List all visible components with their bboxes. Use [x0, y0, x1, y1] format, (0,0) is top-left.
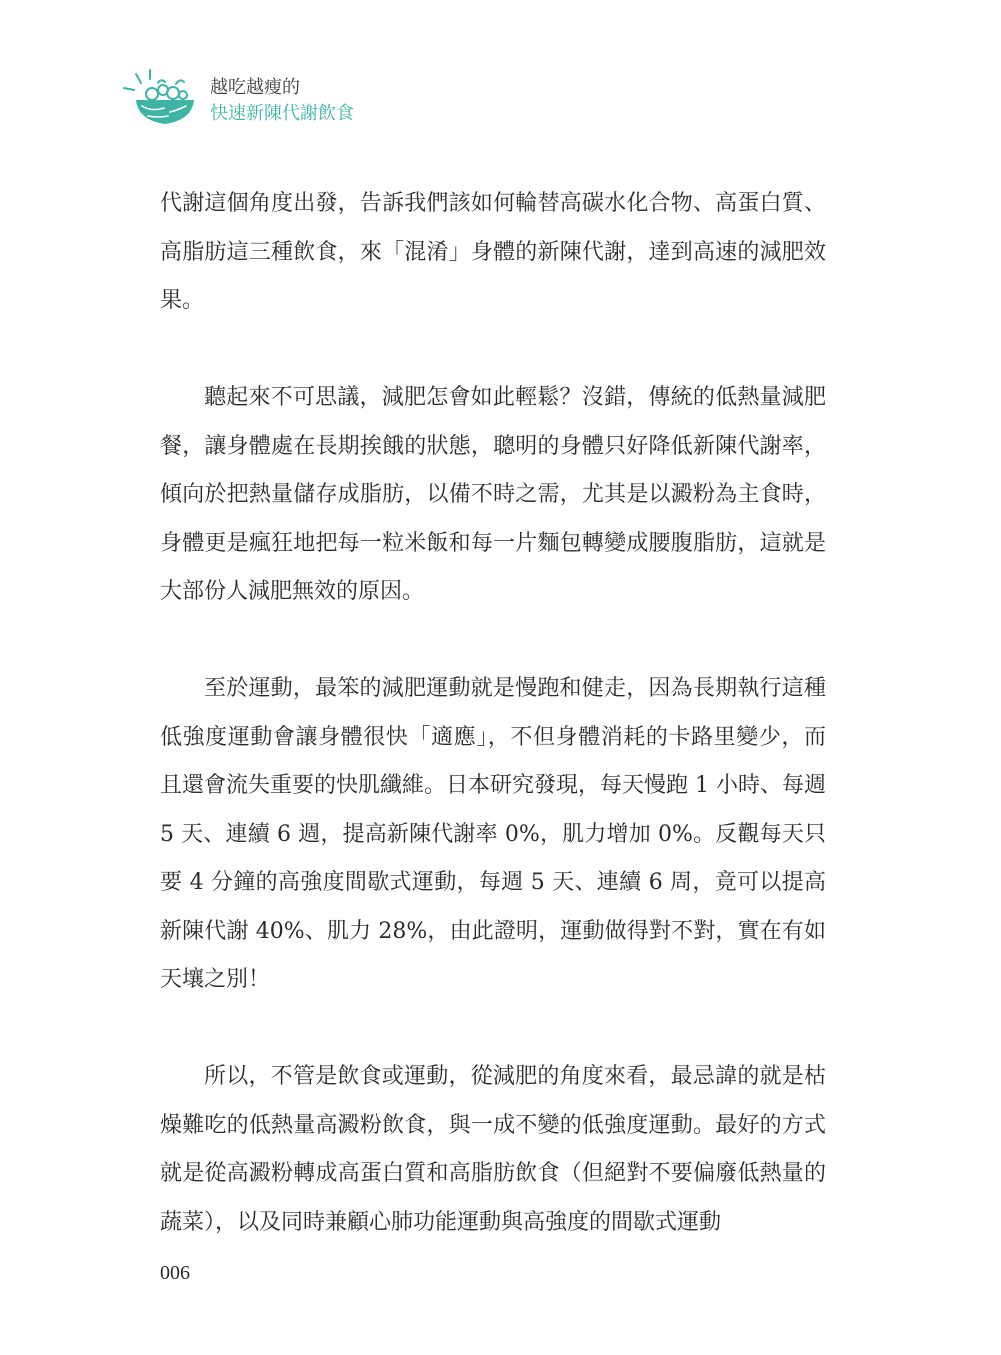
page-number: 006	[160, 1262, 190, 1284]
salad-bowl-icon	[118, 68, 208, 130]
paragraph-3: 至於運動，最笨的減肥運動就是慢跑和健走，因為長期執行這種低強度運動會讓身體很快「適應」，不但身體消耗的卡路里變少，而且還會流失重要的快肌纖維。日本研究發現，每天慢跑 1 小時、每週 5 天、連續 6 週，提高新陳代謝率 0%，肌力增加 0%。反觀每天只要 4 分鐘的高強度間歇式運動，每週 5 天、連續 6 周，竟可以提高新陳代謝 40%、肌力 28%，由此證明，運動做得對不對，實在有如天壤之別！	[160, 676, 826, 992]
paragraph-4: 所以，不管是飲食或運動，從減肥的角度來看，最忌諱的就是枯燥難吃的低熱量高澱粉飲食，與一成不變的低強度運動。最好的方式就是從高澱粉轉成高蛋白質和高脂肪飲食（但絕對不要偏廢低熱量的蔬菜），以及同時兼顧心肺功能運動與高強度的間歇式運動	[160, 1064, 826, 1235]
book-title-line1: 越吃越瘦的	[210, 77, 300, 98]
running-header	[118, 68, 518, 138]
paragraph-1: 代謝這個角度出發，告訴我們該如何輪替高碳水化合物、高蛋白質、高脂肪這三種飲食，來「混淆」身體的新陳代謝，達到高速的減肥效果。	[160, 191, 826, 313]
body-text	[160, 180, 826, 1247]
paragraph-2: 聽起來不可思議，減肥怎會如此輕鬆？沒錯，傳統的低熱量減肥餐，讓身體處在長期挨餓的狀態，聰明的身體只好降低新陳代謝率，傾向於把熱量儲存成脂肪，以備不時之需，尤其是以澱粉為主食時，身體更是瘋狂地把每一粒米飯和每一片麵包轉變成腰腹脂肪，這就是大部份人減肥無效的原因。	[160, 385, 826, 604]
book-title-line2: 快速新陳代謝飲食	[210, 103, 354, 124]
